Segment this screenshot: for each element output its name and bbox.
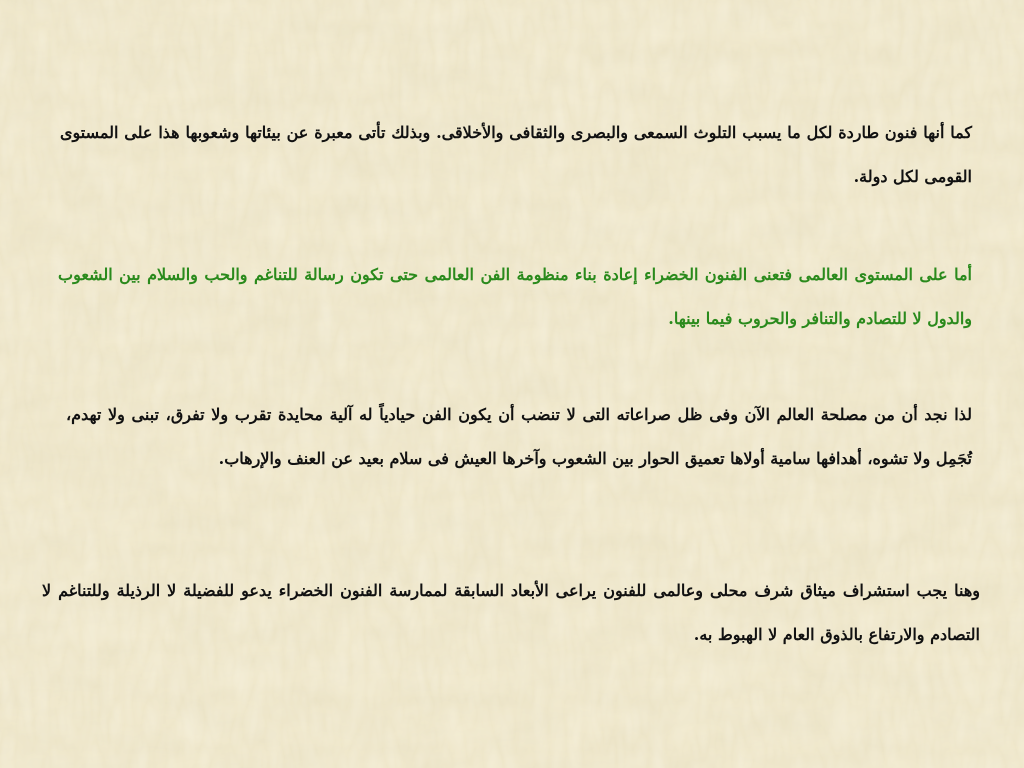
paragraph-4: وهنا يجب استشراف ميثاق شرف محلى وعالمى للفنون يراعى الأبعاد السابقة لممارسة الفنون الخضراء يدعو للفضيلة لا الرذيلة وللتناغم لا التصادم والارتفاع بالذوق العام لا الهبوط به.: [42, 581, 980, 644]
paragraph-2-highlight: أما على المستوى العالمى فتعنى الفنون الخضراء إعادة بناء منظومة الفن العالمى حتى تكون رسالة للتناغم والحب والسلام بين الشعوب والدول لا للتصادم والتنافر والحروب فيما بينها.: [58, 265, 972, 328]
paragraph-3: لذا نجد أن من مصلحة العالم الآن وفى ظل صراعاته التى لا تنضب أن يكون الفن حيادياً له آلية محايدة تقرب ولا تفرق، تبنى ولا تهدم، تُجَمِل ولا تشوه، أهدافها سامية أولاها تعميق الحوار بين الشعوب وآخرها العيش فى سلام بعيد عن العنف والإرهاب.: [66, 405, 972, 468]
paragraph-1: كما أنها فنون طاردة لكل ما يسبب التلوث السمعى والبصرى والثقافى والأخلاقى. وبذلك تأتى معبرة عن بيئاتها وشعوبها هذا على المستوى القومى لكل دولة.: [60, 123, 972, 186]
